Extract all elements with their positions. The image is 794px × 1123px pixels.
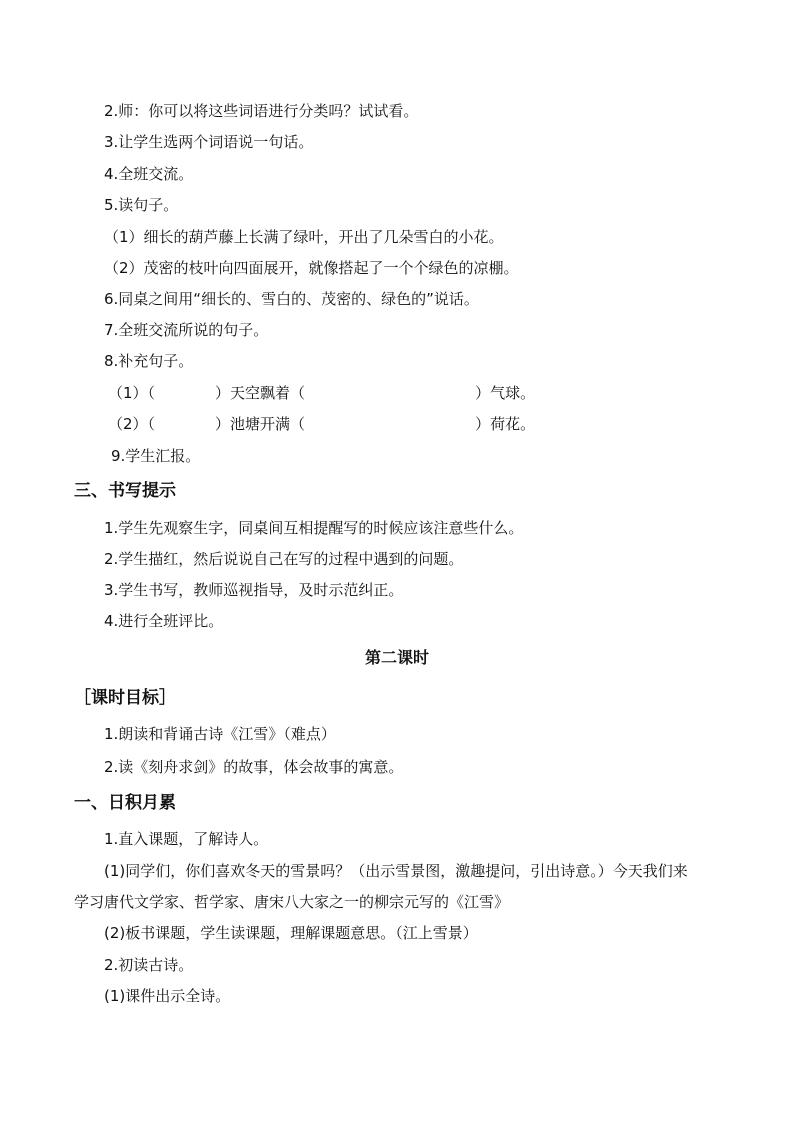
section-heading: 一、日积月累 bbox=[74, 793, 176, 813]
text-line: 4.进行全班评比。 bbox=[104, 612, 224, 630]
text-line: 3.学生书写，教师巡视指导，及时示范纠正。 bbox=[104, 581, 404, 599]
text-line: 9.学生汇报。 bbox=[111, 447, 201, 465]
text-line: 1.朗读和背诵古诗《江雪》（难点） bbox=[104, 725, 336, 743]
text-line: （1）细长的葫芦藤上长满了绿叶，开出了几朵雪白的小花。 bbox=[104, 228, 504, 246]
text-line: 3.让学生选两个词语说一句话。 bbox=[104, 133, 314, 151]
text-line: （2）茂密的枝叶向四面展开，就像搭起了一个个绿色的凉棚。 bbox=[104, 259, 519, 277]
fill-blank-part: （1）（ bbox=[108, 384, 156, 402]
text-line: 学习唐代文学家、哲学家、唐宋八大家之一的柳宗元写的《江雪》 bbox=[74, 893, 510, 911]
text-line: 1.学生先观察生字，同桌间互相提醒写的时候应该注意些什么。 bbox=[104, 519, 524, 537]
text-line: (1)课件出示全诗。 bbox=[104, 987, 231, 1005]
text-line: 5.读句子。 bbox=[104, 196, 179, 214]
text-line: 1.直入课题，了解诗人。 bbox=[104, 830, 269, 848]
text-line: 2.师：你可以将这些词语进行分类吗？试试看。 bbox=[104, 102, 419, 120]
text-line: 2.学生描红，然后说说自己在写的过程中遇到的问题。 bbox=[104, 550, 464, 568]
text-line: (1)同学们，你们喜欢冬天的雪景吗？（出示雪景图，激趣提问，引出诗意。）今天我们来 bbox=[104, 862, 688, 880]
text-line: 7.全班交流所说的句子。 bbox=[104, 321, 269, 339]
fill-blank-part: ）气球。 bbox=[475, 384, 536, 402]
text-line: (2)板书课题，学生读课题，理解课题意思。（江上雪景） bbox=[104, 924, 478, 942]
text-line: 8.补充句子。 bbox=[104, 352, 194, 370]
text-line: 6.同桌之间用“细长的、雪白的、茂密的、绿色的”说话。 bbox=[104, 290, 479, 308]
text-line: 2.初读古诗。 bbox=[104, 956, 194, 974]
fill-blank-sentence-2 bbox=[108, 414, 535, 434]
text-line: 2.读《刻舟求剑》的故事，体会故事的寓意。 bbox=[104, 758, 404, 776]
fill-blank-sentence-1 bbox=[108, 383, 535, 403]
fill-blank-part: ）荷花。 bbox=[475, 415, 536, 433]
fill-blank-part: ）天空飘着（ bbox=[215, 384, 306, 402]
text-line: 4.全班交流。 bbox=[104, 165, 194, 183]
fill-blank-part: （2）（ bbox=[108, 415, 156, 433]
fill-blank-part: ）池塘开满（ bbox=[215, 415, 306, 433]
section-heading: 三、书写提示 bbox=[74, 481, 176, 501]
lesson-title: 第二课时 bbox=[364, 648, 429, 667]
goal-heading: ［课时目标］ bbox=[74, 688, 176, 708]
